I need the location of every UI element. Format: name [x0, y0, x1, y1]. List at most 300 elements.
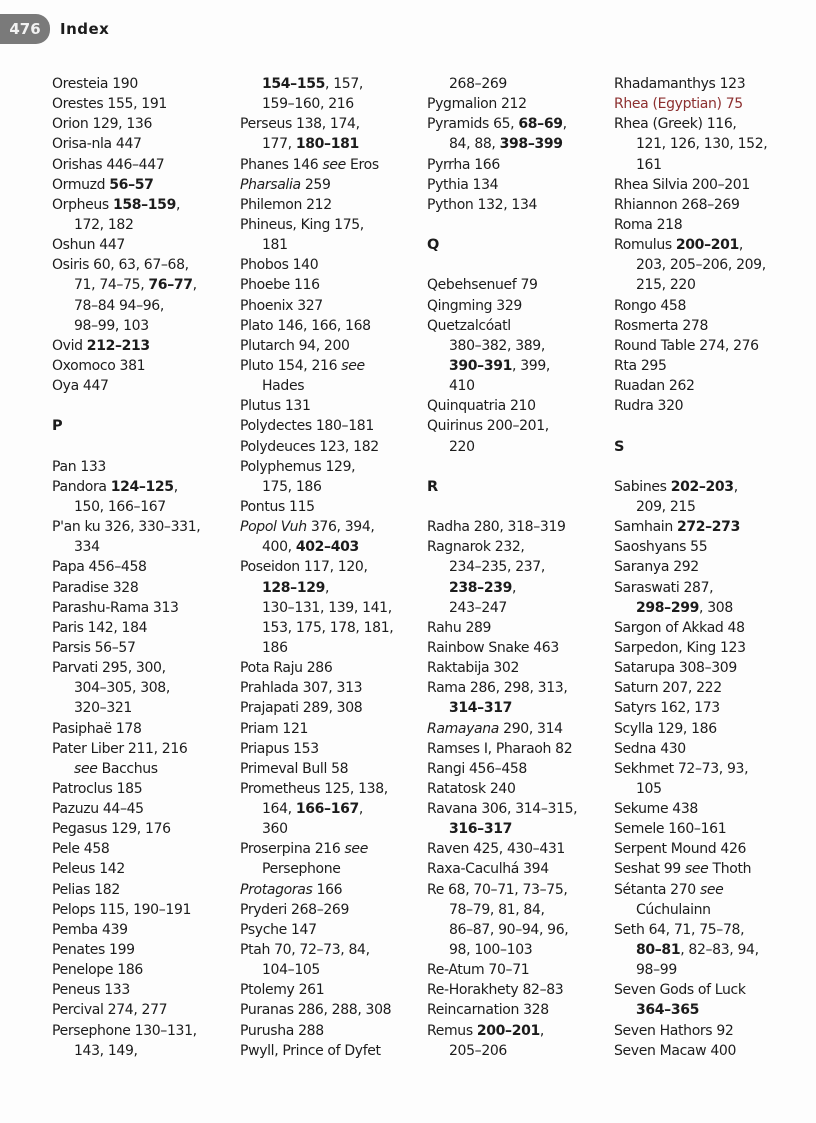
- entry-text: Primeval Bull 58: [240, 760, 349, 777]
- entry-text: Sarpedon, King 123: [614, 639, 746, 656]
- index-entry: [427, 416, 615, 436]
- entry-text: Raven 425, 430–431: [427, 841, 565, 858]
- index-entry-continuation: [240, 235, 428, 255]
- index-entry-continuation: [427, 698, 615, 718]
- index-entry: [52, 739, 240, 759]
- index-entry: [240, 678, 428, 698]
- bold-page-range: 212–213: [86, 337, 150, 354]
- index-entry: [614, 658, 802, 678]
- bold-page-range: 166–167: [295, 801, 359, 818]
- index-entry: [240, 175, 428, 195]
- entry-text: Ramses I, Pharaoh 82: [427, 740, 573, 757]
- italic-text: Pharsalia: [240, 176, 301, 193]
- index-entry: [614, 859, 802, 879]
- entry-text: 143, 149,: [74, 1042, 138, 1059]
- index-entry: [52, 94, 240, 114]
- bold-page-range: 390–391: [449, 357, 512, 374]
- index-entry: [52, 1021, 240, 1041]
- entry-text: 105: [636, 780, 662, 797]
- index-entry-continuation: [427, 598, 615, 618]
- index-entry: [52, 376, 240, 396]
- entry-text: Rangi 456–458: [427, 760, 527, 777]
- index-entry: [52, 155, 240, 175]
- index-entry: [614, 799, 802, 819]
- italic-text: see: [322, 156, 346, 173]
- entry-text: 259: [300, 176, 331, 193]
- index-entry-continuation: [240, 134, 428, 154]
- index-entry-continuation: [240, 638, 428, 658]
- entry-text: Rta 295: [614, 357, 667, 374]
- entry-text: 153, 175, 178, 181,: [262, 619, 394, 636]
- entry-text: Phanes 146: [240, 156, 323, 173]
- index-entry-continuation: [427, 819, 615, 839]
- entry-text: Plato 146, 166, 168: [240, 317, 371, 334]
- entry-text: Priapus 153: [240, 740, 319, 757]
- entry-text: 164,: [262, 801, 296, 818]
- index-entry: [240, 940, 428, 960]
- italic-text: Protagoras: [240, 881, 313, 898]
- index-entry: [52, 517, 240, 537]
- entry-text: Peleus 142: [52, 861, 125, 878]
- index-entry: [52, 195, 240, 215]
- italic-text: see: [341, 357, 365, 374]
- index-entry-continuation: [240, 537, 428, 557]
- index-entry: [240, 437, 428, 457]
- entry-text: 159–160, 216: [262, 96, 354, 113]
- index-entry: [52, 598, 240, 618]
- entry-text: Polydeuces 123, 182: [240, 438, 379, 455]
- entry-text: 78–79, 81, 84,: [449, 901, 545, 918]
- italic-text: see: [684, 861, 709, 878]
- entry-text: 177,: [262, 136, 296, 153]
- index-entry-continuation: [427, 134, 615, 154]
- letter-heading: [427, 235, 615, 255]
- index-entry-continuation: [240, 578, 428, 598]
- index-entry: [614, 376, 802, 396]
- entry-text: Pluto 154, 216: [240, 357, 342, 374]
- bold-page-range: 128–129: [262, 579, 325, 596]
- entry-text: 161: [636, 156, 662, 173]
- index-entry-continuation: [614, 900, 802, 920]
- entry-text: 205–206: [449, 1042, 507, 1059]
- entry-text: Persephone: [262, 861, 341, 878]
- index-column-1: [52, 74, 240, 1061]
- entry-text: Puranas 286, 288, 308: [240, 1002, 392, 1019]
- index-entry-continuation: [614, 779, 802, 799]
- index-entry: [427, 1021, 615, 1041]
- index-entry: [614, 880, 802, 900]
- index-entry: [52, 1000, 240, 1020]
- entry-text: ,: [733, 478, 738, 495]
- entry-text: 130–131, 139, 141,: [262, 599, 392, 616]
- entry-text: 186: [262, 639, 288, 656]
- index-entry-continuation: [52, 537, 240, 557]
- entry-text: Prajapati 289, 308: [240, 700, 363, 717]
- entry-text: Q: [427, 237, 439, 254]
- entry-text: Paris 142, 184: [52, 619, 148, 636]
- entry-text: Qebehsenuef 79: [427, 277, 538, 294]
- entry-text: Bacchus: [97, 760, 158, 777]
- index-entry: [614, 396, 802, 416]
- entry-text: Oshun 447: [52, 237, 125, 254]
- entry-text: Pontus 115: [240, 498, 315, 515]
- index-entry: [614, 235, 802, 255]
- entry-text: P'an ku 326, 330–331,: [52, 519, 201, 536]
- entry-text: Saturn 207, 222: [614, 680, 722, 697]
- entry-text: Seven Gods of Luck: [614, 982, 746, 999]
- entry-text: Quetzalcóatl: [427, 317, 511, 334]
- index-entry-continuation: [614, 960, 802, 980]
- entry-text: Sedna 430: [614, 740, 686, 757]
- entry-text: 360: [262, 821, 288, 838]
- entry-text: Quirinus 200–201,: [427, 418, 549, 435]
- index-entry: [52, 175, 240, 195]
- index-entry-continuation: [240, 477, 428, 497]
- entry-text: Seth 64, 71, 75–78,: [614, 921, 745, 938]
- entry-text: Ovid: [52, 337, 87, 354]
- index-entry: [240, 920, 428, 940]
- index-entry: [52, 255, 240, 275]
- index-entry: [427, 114, 615, 134]
- letter-heading: [427, 477, 615, 497]
- entry-text: Rhadamanthys 123: [614, 76, 746, 92]
- page-number: 476: [0, 14, 50, 44]
- index-entry-continuation: [427, 920, 615, 940]
- entry-text: P: [52, 418, 63, 435]
- index-entry: [52, 819, 240, 839]
- index-entry-continuation: [427, 336, 615, 356]
- entry-text: ,: [562, 116, 567, 133]
- entry-text: Sargon of Akkad 48: [614, 619, 745, 636]
- entry-text: 220: [449, 438, 475, 455]
- entry-text: Radha 280, 318–319: [427, 519, 566, 536]
- italic-text: see: [74, 760, 98, 777]
- index-entry: [240, 356, 428, 376]
- index-entry: [427, 155, 615, 175]
- blank-line: [614, 457, 802, 477]
- entry-text: Hades: [262, 378, 305, 395]
- index-entry: [614, 618, 802, 638]
- entry-text: 410: [449, 378, 475, 395]
- entry-text: 304–305, 308,: [74, 680, 170, 697]
- entry-text: Oresteia 190: [52, 76, 138, 92]
- index-entry: [52, 74, 240, 94]
- index-entry: [427, 1000, 615, 1020]
- entry-text: 215, 220: [636, 277, 696, 294]
- entry-text: Pegasus 129, 176: [52, 821, 171, 838]
- entry-text: Seven Macaw 400: [614, 1042, 737, 1059]
- index-entry-continuation: [240, 618, 428, 638]
- index-entry: [52, 839, 240, 859]
- bold-page-range: 238–239: [449, 579, 512, 596]
- index-entry: [52, 578, 240, 598]
- index-entry: [240, 1021, 428, 1041]
- entry-text: 175, 186: [262, 478, 322, 495]
- index-entry: [240, 336, 428, 356]
- index-entry: [614, 215, 802, 235]
- index-entry: [240, 195, 428, 215]
- index-entry: [52, 900, 240, 920]
- entry-text: 268–269: [449, 76, 507, 92]
- entry-text: 400,: [262, 539, 296, 556]
- index-entry-continuation: [52, 497, 240, 517]
- entry-text: Re-Atum 70–71: [427, 962, 530, 979]
- index-entry: [427, 517, 615, 537]
- entry-text: 380–382, 389,: [449, 337, 545, 354]
- entry-text: 121, 126, 130, 152,: [636, 136, 768, 153]
- entry-text: Thoth: [708, 861, 752, 878]
- entry-text: Oya 447: [52, 378, 109, 395]
- entry-text: Quinquatria 210: [427, 398, 536, 415]
- entry-text: 243–247: [449, 599, 507, 616]
- index-entry: [427, 739, 615, 759]
- index-entry-continuation: [614, 1000, 802, 1020]
- index-entry: [427, 880, 615, 900]
- entry-text: Raktabija 302: [427, 660, 520, 677]
- entry-text: , 157,: [325, 76, 363, 92]
- index-entry: [427, 799, 615, 819]
- index-entry: [52, 779, 240, 799]
- entry-text: Seven Hathors 92: [614, 1022, 734, 1039]
- blank-line: [52, 396, 240, 416]
- index-entry: [427, 316, 615, 336]
- index-entry-continuation: [614, 134, 802, 154]
- entry-text: Rongo 458: [614, 297, 687, 314]
- entry-text: , 308: [699, 599, 733, 616]
- entry-text: Proserpina 216: [240, 841, 345, 858]
- entry-text: Rahu 289: [427, 619, 492, 636]
- index-entry-continuation: [52, 296, 240, 316]
- index-entry: [427, 859, 615, 879]
- entry-text: 234–235, 237,: [449, 559, 545, 576]
- entry-text: Ptolemy 261: [240, 982, 325, 999]
- index-entry: [52, 114, 240, 134]
- entry-text: , 399,: [512, 357, 550, 374]
- index-entry-continuation: [427, 74, 615, 94]
- entry-text: Satarupa 308–309: [614, 660, 737, 677]
- entry-text: Pater Liber 211, 216: [52, 740, 188, 757]
- entry-text: Rama 286, 298, 313,: [427, 680, 568, 697]
- entry-text: Orestes 155, 191: [52, 96, 167, 113]
- index-entry: [614, 175, 802, 195]
- entry-text: 181: [262, 237, 288, 254]
- entry-text: Paradise 328: [52, 579, 139, 596]
- italic-text: Popol Vuh: [240, 519, 307, 536]
- index-entry: [52, 799, 240, 819]
- index-entry: [240, 114, 428, 134]
- entry-text: Rainbow Snake 463: [427, 639, 559, 656]
- entry-text: Persephone 130–131,: [52, 1022, 197, 1039]
- entry-text: Pemba 439: [52, 921, 128, 938]
- entry-text: Orisa-nla 447: [52, 136, 142, 153]
- entry-text: Satyrs 162, 173: [614, 700, 720, 717]
- index-entry-continuation: [614, 255, 802, 275]
- index-entry-continuation: [52, 316, 240, 336]
- entry-text: ,: [738, 237, 743, 254]
- index-entry: [240, 779, 428, 799]
- entry-text: Pasiphaë 178: [52, 720, 142, 737]
- entry-text: 290, 314: [499, 720, 563, 737]
- entry-text: Priam 121: [240, 720, 309, 737]
- entry-text: Eros: [345, 156, 379, 173]
- entry-text: ,: [358, 801, 363, 818]
- letter-heading: [52, 416, 240, 436]
- index-entry: [614, 517, 802, 537]
- index-entry-continuation: [427, 1041, 615, 1061]
- index-entry: [240, 316, 428, 336]
- index-entry-continuation: [240, 74, 428, 94]
- entry-text: S: [614, 438, 625, 455]
- index-entry-continuation: [614, 940, 802, 960]
- index-entry: [614, 920, 802, 940]
- index-entry: [614, 195, 802, 215]
- entry-text: Ravana 306, 314–315,: [427, 801, 578, 818]
- entry-text: Pota Raju 286: [240, 660, 333, 677]
- entry-text: Saranya 292: [614, 559, 699, 576]
- index-entry-continuation: [52, 1041, 240, 1061]
- entry-text: Pygmalion 212: [427, 96, 527, 113]
- entry-text: Rhiannon 268–269: [614, 196, 740, 213]
- index-entry: [614, 94, 802, 114]
- entry-text: Raxa-Caculhá 394: [427, 861, 549, 878]
- blank-line: [52, 437, 240, 457]
- entry-text: 172, 182: [74, 216, 134, 233]
- bold-page-range: 80–81: [636, 942, 681, 959]
- index-entry: [52, 134, 240, 154]
- index-entry: [427, 980, 615, 1000]
- entry-text: Oxomoco 381: [52, 357, 146, 374]
- entry-text: Scylla 129, 186: [614, 720, 717, 737]
- entry-text: Rhea (Greek) 116,: [614, 116, 737, 133]
- index-entry: [52, 235, 240, 255]
- entry-text: Remus: [427, 1022, 477, 1039]
- entry-text: Orion 129, 136: [52, 116, 152, 133]
- entry-text: Purusha 288: [240, 1022, 324, 1039]
- entry-text: Psyche 147: [240, 921, 317, 938]
- index-entry-continuation: [240, 94, 428, 114]
- entry-text: Saoshyans 55: [614, 539, 708, 556]
- entry-text: ,: [173, 478, 178, 495]
- entry-text: Ragnarok 232,: [427, 539, 525, 556]
- bold-page-range: 200–201: [675, 237, 739, 254]
- bold-page-range: 180–181: [295, 136, 359, 153]
- index-entry: [427, 759, 615, 779]
- letter-heading: [614, 437, 802, 457]
- index-entry-continuation: [52, 759, 240, 779]
- entry-text: ,: [539, 1022, 544, 1039]
- entry-text: Re-Horakhety 82–83: [427, 982, 564, 999]
- index-entry: [614, 1041, 802, 1061]
- entry-text: Semele 160–161: [614, 821, 727, 838]
- entry-text: Parsis 56–57: [52, 639, 136, 656]
- entry-text: Ratatosk 240: [427, 780, 516, 797]
- entry-text: Phoebe 116: [240, 277, 320, 294]
- entry-text: Penates 199: [52, 942, 135, 959]
- entry-text: Round Table 274, 276: [614, 337, 759, 354]
- index-entry: [427, 779, 615, 799]
- index-entry: [52, 940, 240, 960]
- index-entry-continuation: [427, 557, 615, 577]
- index-entry: [52, 457, 240, 477]
- entry-text: Pele 458: [52, 841, 110, 858]
- entry-text: ,: [512, 579, 517, 596]
- entry-text: Pelops 115, 190–191: [52, 901, 192, 918]
- index-entry: [427, 618, 615, 638]
- index-entry: [240, 497, 428, 517]
- index-entry: [240, 215, 428, 235]
- index-entry: [240, 396, 428, 416]
- index-entry: [614, 980, 802, 1000]
- entry-text: Sabines: [614, 478, 671, 495]
- index-entry: [240, 416, 428, 436]
- entry-text: Osiris 60, 63, 67–68,: [52, 257, 189, 274]
- index-entry: [427, 719, 615, 739]
- index-entry: [240, 557, 428, 577]
- italic-text: see: [699, 881, 724, 898]
- index-entry: [52, 618, 240, 638]
- bold-page-range: 272–273: [676, 519, 740, 536]
- index-entry-continuation: [427, 437, 615, 457]
- index-entry-continuation: [427, 356, 615, 376]
- entry-text: Ptah 70, 72–73, 84,: [240, 942, 370, 959]
- blank-line: [614, 416, 802, 436]
- entry-text: Orpheus: [52, 196, 113, 213]
- entry-text: 98–99, 103: [74, 317, 149, 334]
- index-entry-continuation: [614, 275, 802, 295]
- index-column-2: [240, 74, 428, 1061]
- bold-page-range: 154–155: [262, 76, 325, 92]
- entry-text: 84, 88,: [449, 136, 500, 153]
- entry-text: 209, 215: [636, 498, 696, 515]
- running-head-title: Index: [60, 20, 110, 38]
- index-entry: [240, 155, 428, 175]
- index-entry: [427, 960, 615, 980]
- entry-text: Prometheus 125, 138,: [240, 780, 388, 797]
- index-entry: [52, 477, 240, 497]
- entry-text: 78–84 94–96,: [74, 297, 164, 314]
- index-entry: [614, 296, 802, 316]
- entry-text: Prahlada 307, 313: [240, 680, 363, 697]
- index-entry: [52, 336, 240, 356]
- entry-text: Polydectes 180–181: [240, 418, 374, 435]
- index-entry: [614, 698, 802, 718]
- entry-text: 71, 74–75,: [74, 277, 149, 294]
- entry-text: Roma 218: [614, 216, 683, 233]
- entry-text: Polyphemus 129,: [240, 458, 356, 475]
- entry-text: Papa 456–458: [52, 559, 147, 576]
- blank-line: [427, 457, 615, 477]
- italic-text: see: [344, 841, 368, 858]
- entry-text: 166: [312, 881, 343, 898]
- index-entry: [52, 638, 240, 658]
- index-entry-continuation: [614, 598, 802, 618]
- index-entry-continuation: [614, 155, 802, 175]
- index-entry-continuation: [240, 819, 428, 839]
- index-entry-continuation: [240, 598, 428, 618]
- entry-text: Pazuzu 44–45: [52, 801, 144, 818]
- index-entry: [427, 275, 615, 295]
- bold-page-range: 200–201: [476, 1022, 540, 1039]
- index-entry: [614, 678, 802, 698]
- index-entry: [240, 759, 428, 779]
- entry-text: Pwyll, Prince of Dyfet: [240, 1042, 381, 1059]
- index-entry: [427, 195, 615, 215]
- italic-text: Ramayana: [427, 720, 500, 737]
- bold-page-range: 364–365: [636, 1002, 699, 1019]
- bold-page-range: 316–317: [449, 821, 512, 838]
- index-entry-continuation: [427, 376, 615, 396]
- entry-text: 376, 394,: [306, 519, 375, 536]
